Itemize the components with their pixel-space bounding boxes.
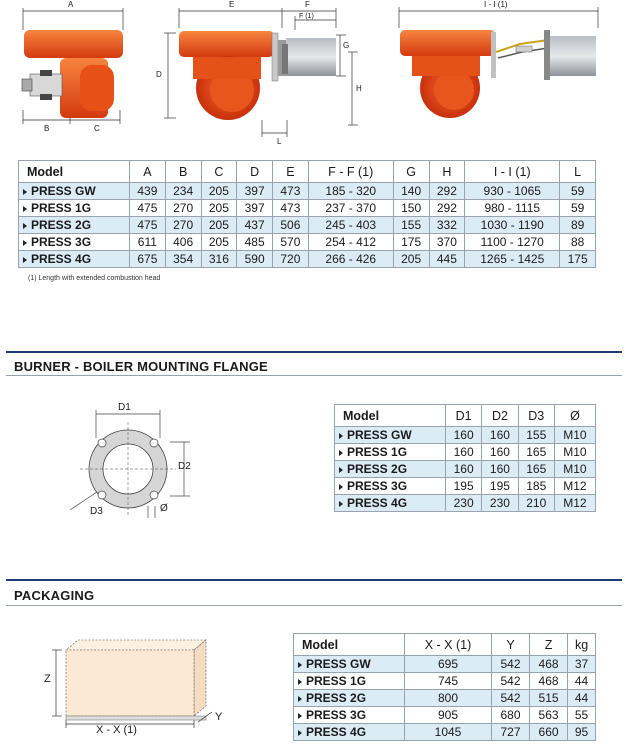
cell: 727 [492,724,530,741]
cell: 1265 - 1425 [465,251,560,268]
cell: 468 [530,656,568,673]
cell: 473 [273,183,309,200]
cell: 44 [568,690,596,707]
flange-label-phi: Ø [160,503,168,514]
dimensions-footnote: (1) Length with extended combustion head [28,275,161,282]
cell: 611 [130,234,166,251]
cell: 660 [530,724,568,741]
row-arrow-icon [339,433,343,439]
cell: 439 [130,183,166,200]
cell: 205 [201,217,237,234]
model-name: PRESS 3G [306,708,367,722]
col-header-f: F - F (1) [308,161,393,183]
col-header-e: E [273,161,309,183]
model-name: PRESS 2G [306,691,367,705]
model-name: PRESS 4G [31,252,92,266]
cell: 930 - 1065 [465,183,560,200]
cell: 445 [429,251,465,268]
dim-label-h: H [356,84,362,93]
col-header-model: Model [335,405,446,427]
dim-label-b: B [44,124,50,133]
packaging-section-title: PACKAGING [14,588,95,603]
cell: 59 [560,183,596,200]
table-row [294,724,596,741]
cell: M12 [554,495,595,512]
row-arrow-icon [298,713,302,719]
model-name: PRESS 4G [347,496,408,510]
row-arrow-icon [23,206,27,212]
row-arrow-icon [339,501,343,507]
cell: 506 [273,217,309,234]
row-arrow-icon [23,189,27,195]
packaging-header-row [294,634,596,656]
cell: 237 - 370 [308,200,393,217]
cell: 195 [446,478,482,495]
table-row [19,234,596,251]
cell: 160 [482,444,518,461]
cell: 515 [530,690,568,707]
col-header-kg: kg [568,634,596,656]
dim-label-g: G [343,41,350,50]
dim-label-e: E [229,0,235,9]
cell: 165 [518,461,554,478]
cell: 485 [237,234,273,251]
row-arrow-icon [23,240,27,246]
cell: 397 [237,200,273,217]
cell: 1030 - 1190 [465,217,560,234]
flange-section-bar [6,351,622,353]
cell: 354 [165,251,201,268]
row-arrow-icon [339,467,343,473]
table-row [335,444,596,461]
cell: 437 [237,217,273,234]
table-row [335,478,596,495]
dimensions-header-row [19,161,596,183]
col-header-y: Y [492,634,530,656]
row-arrow-icon [298,679,302,685]
cell: M10 [554,461,595,478]
col-header-model: Model [294,634,405,656]
model-name: PRESS GW [347,428,412,442]
burner-front-view [22,30,123,118]
dimensions-table [18,160,596,268]
table-row [335,461,596,478]
cell: 270 [165,217,201,234]
cell: 140 [393,183,429,200]
dim-label-f: F [305,0,310,9]
cell: 745 [405,673,492,690]
cell: 175 [393,234,429,251]
packaging-box-drawing [40,636,240,736]
cell: 37 [568,656,596,673]
cell: 980 - 1115 [465,200,560,217]
col-header-h: H [429,161,465,183]
cell: 800 [405,690,492,707]
cell: 397 [237,183,273,200]
row-arrow-icon [298,730,302,736]
model-name: PRESS 3G [31,235,92,249]
cell: 570 [273,234,309,251]
cell: 185 [518,478,554,495]
col-header-phi: Ø [554,405,595,427]
cell: 59 [560,200,596,217]
cell: 210 [518,495,554,512]
col-header-d2: D2 [482,405,518,427]
model-name: PRESS 2G [347,462,408,476]
dim-label-d: D [156,70,162,79]
cell: 542 [492,673,530,690]
table-row [294,707,596,724]
row-arrow-icon [23,223,27,229]
cell: 175 [560,251,596,268]
cell: 155 [518,427,554,444]
cell: 720 [273,251,309,268]
col-header-d3: D3 [518,405,554,427]
col-header-i: I - I (1) [465,161,560,183]
table-row [294,656,596,673]
cell: 245 - 403 [308,217,393,234]
cell: 695 [405,656,492,673]
burner-inner-view [400,30,596,118]
cell: 165 [518,444,554,461]
col-header-c: C [201,161,237,183]
cell: M10 [554,444,595,461]
cell: 230 [446,495,482,512]
cell: 292 [429,183,465,200]
cell: 680 [492,707,530,724]
cell: 205 [393,251,429,268]
col-header-d: D [237,161,273,183]
flange-label-d2: D2 [178,461,191,472]
cell: 905 [405,707,492,724]
cell: 332 [429,217,465,234]
model-name: PRESS 1G [31,201,92,215]
model-name: PRESS GW [306,657,371,671]
table-row [19,200,596,217]
packaging-label-z: Z [44,673,51,685]
cell: 406 [165,234,201,251]
cell: 160 [446,427,482,444]
flange-label-d1: D1 [118,402,131,413]
packaging-label-y: Y [215,711,223,723]
cell: 370 [429,234,465,251]
cell: 230 [482,495,518,512]
flange-label-d3: D3 [90,506,103,517]
burner-side-view [179,31,336,120]
cell: 44 [568,673,596,690]
dim-label-i: I - I (1) [484,0,508,9]
cell: M12 [554,478,595,495]
cell: 675 [130,251,166,268]
cell: 89 [560,217,596,234]
cell: 205 [201,234,237,251]
cell: 542 [492,690,530,707]
cell: 1045 [405,724,492,741]
cell: 55 [568,707,596,724]
cell: 195 [482,478,518,495]
cell: 205 [201,183,237,200]
packaging-table [293,633,596,741]
dim-label-l: L [277,137,282,146]
table-row [294,673,596,690]
cell: 473 [273,200,309,217]
cell: 563 [530,707,568,724]
col-header-b: B [165,161,201,183]
cell: 1100 - 1270 [465,234,560,251]
cell: 590 [237,251,273,268]
cell: 270 [165,200,201,217]
dim-label-f1: F (1) [299,13,314,20]
flange-header-row [335,405,596,427]
model-name: PRESS GW [31,184,96,198]
cell: 468 [530,673,568,690]
cell: 254 - 412 [308,234,393,251]
table-row [19,183,596,200]
row-arrow-icon [298,696,302,702]
col-header-a: A [130,161,166,183]
table-row [294,690,596,707]
packaging-section-divider [6,605,622,606]
flange-section-title: BURNER - BOILER MOUNTING FLANGE [14,359,268,374]
cell: 234 [165,183,201,200]
dim-label-a: A [68,0,74,9]
table-row [19,217,596,234]
cell: 160 [482,427,518,444]
row-arrow-icon [23,257,27,263]
table-row [335,427,596,444]
cell: 205 [201,200,237,217]
cell: 160 [446,444,482,461]
col-header-z: Z [530,634,568,656]
model-name: PRESS 1G [347,445,408,459]
row-arrow-icon [298,662,302,668]
model-name: PRESS 3G [347,479,408,493]
cell: 292 [429,200,465,217]
cell: 150 [393,200,429,217]
cell: M10 [554,427,595,444]
packaging-label-x: X - X (1) [96,724,137,736]
packaging-section-bar [6,579,622,581]
cell: 266 - 426 [308,251,393,268]
cell: 542 [492,656,530,673]
col-header-model: Model [19,161,130,183]
col-header-l: L [560,161,596,183]
cell: 185 - 320 [308,183,393,200]
row-arrow-icon [339,450,343,456]
cell: 88 [560,234,596,251]
cell: 95 [568,724,596,741]
table-row [19,251,596,268]
col-header-g: G [393,161,429,183]
dim-label-c: C [94,124,100,133]
cell: 155 [393,217,429,234]
col-header-x: X - X (1) [405,634,492,656]
model-name: PRESS 2G [31,218,92,232]
cell: 475 [130,200,166,217]
model-name: PRESS 4G [306,725,367,739]
table-row [335,495,596,512]
col-header-d1: D1 [446,405,482,427]
cell: 160 [446,461,482,478]
row-arrow-icon [339,484,343,490]
flange-section-divider [6,375,622,376]
model-name: PRESS 1G [306,674,367,688]
cell: 316 [201,251,237,268]
cell: 160 [482,461,518,478]
flange-table [334,404,596,512]
cell: 475 [130,217,166,234]
